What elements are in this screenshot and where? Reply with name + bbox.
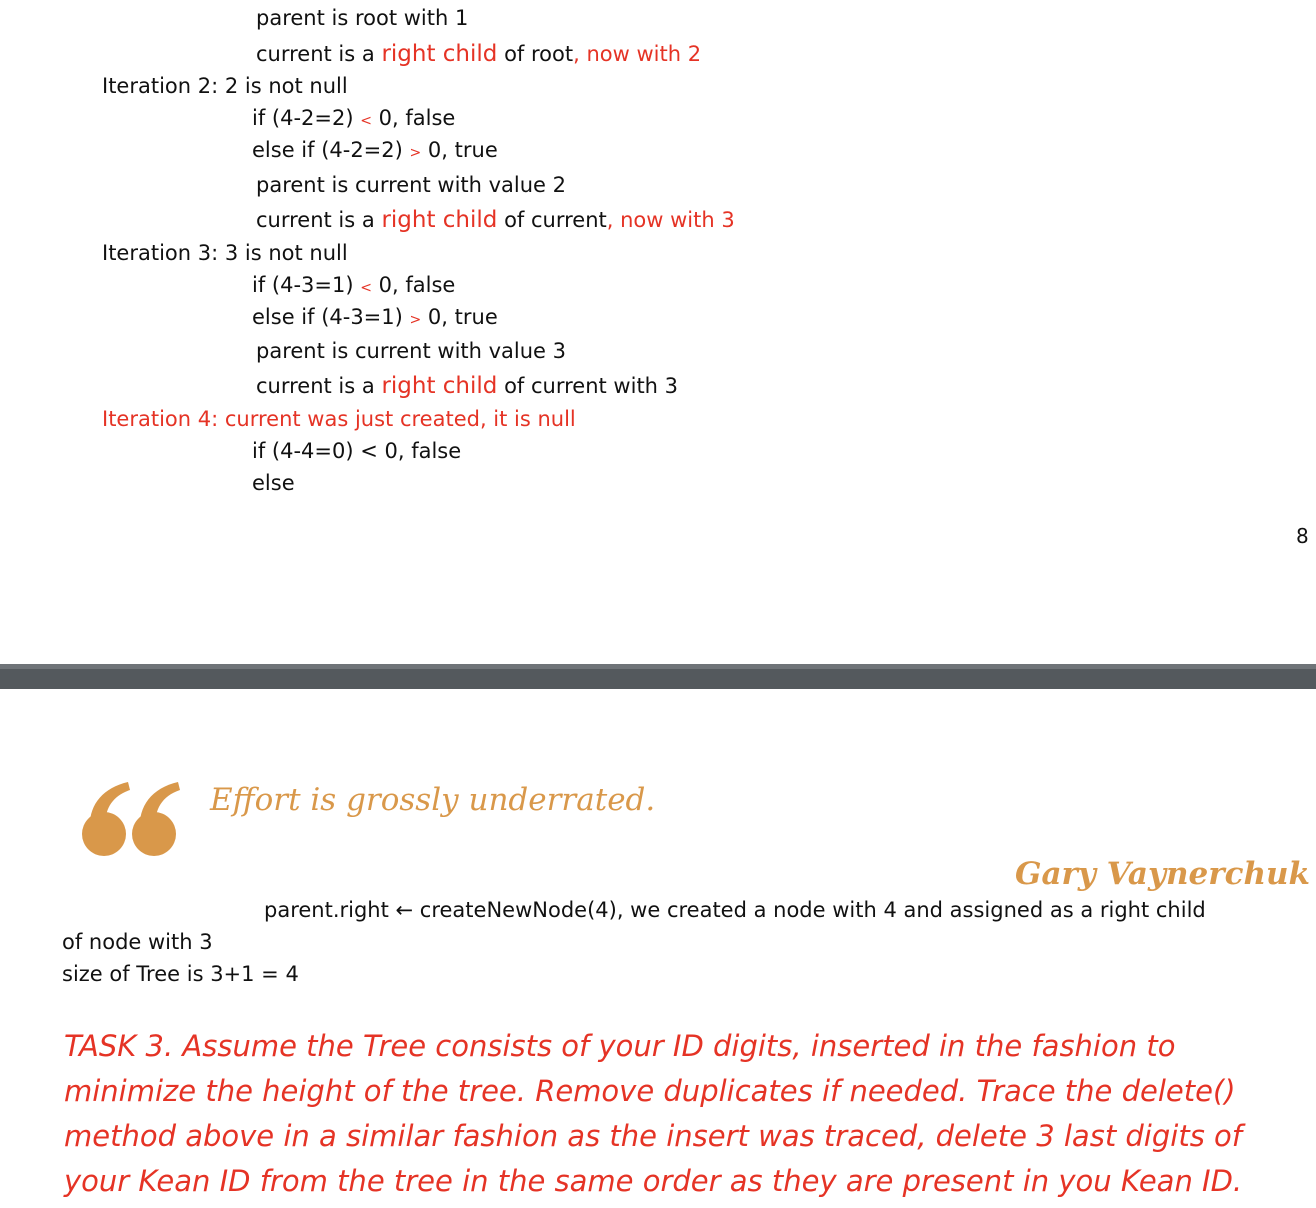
trace-line: parent is current with value 2 (256, 173, 567, 197)
trace-line: else (252, 471, 295, 495)
trace-highlight: , now with 3 (606, 208, 735, 232)
trace-text: 0, true (421, 305, 498, 329)
trace-line: parent is root with 1 (256, 6, 469, 30)
trace-text: 0, true (421, 138, 498, 162)
trace-line: if (4-4=0) < 0, false (252, 439, 462, 463)
quote-author: Gary Vaynerchuk (1014, 856, 1310, 892)
trace-text: of current (497, 208, 607, 232)
body-line: size of Tree is 3+1 = 4 (62, 962, 299, 986)
trace-text: current is a (256, 42, 382, 66)
quote-mark-icon (80, 780, 184, 864)
right-child-highlight: right child (381, 41, 498, 67)
trace-text: 0, false (371, 273, 456, 297)
trace-line (256, 41, 701, 67)
less-than-operator: < (360, 113, 372, 129)
trace-line (256, 373, 678, 399)
trace-line (252, 272, 455, 301)
right-child-highlight: right child (381, 207, 498, 233)
task-paragraph (64, 1024, 1310, 1204)
trace-text: else if (4-2=2) (252, 138, 410, 162)
trace-text: of root (497, 42, 574, 66)
quote-text: Effort is grossly underrated. (210, 782, 656, 818)
body-line: of node with 3 (62, 930, 213, 954)
iteration-heading: Iteration 2: 2 is not null (102, 74, 348, 98)
greater-than-operator: > (409, 145, 422, 161)
trace-line (252, 137, 498, 166)
trace-text: 0, false (371, 106, 456, 130)
task-line: method above in a similar fashion as the insert was traced, delete 3 last digits of (64, 1119, 1242, 1153)
trace-text: else if (4-3=1) (252, 305, 410, 329)
right-child-highlight: right child (381, 373, 498, 399)
body-line: parent.right ← createNewNode(4), we created a node with 4 and assigned as a right child (264, 898, 1206, 922)
task-line: your Kean ID from the tree in the same order as they are present in you Kean ID. (64, 1164, 1243, 1198)
task-line: TASK 3. Assume the Tree consists of your ID digits, inserted in the fashion to (64, 1029, 1176, 1063)
trace-line (252, 105, 455, 134)
page-number: 8 (1296, 524, 1309, 548)
iteration-heading: Iteration 3: 3 is not null (102, 241, 348, 265)
greater-than-operator: > (409, 312, 422, 328)
trace-text: if (4-3=1) (252, 273, 361, 297)
trace-text: if (4-2=2) (252, 106, 361, 130)
less-than-operator: < (360, 280, 372, 296)
iteration-heading: Iteration 4: current was just created, it is null (102, 407, 576, 431)
trace-text: current is a (256, 374, 382, 398)
page-divider-highlight (0, 664, 1316, 669)
trace-line (256, 207, 735, 233)
trace-line (252, 304, 498, 333)
trace-text: current is a (256, 208, 382, 232)
trace-text: of current with 3 (497, 374, 679, 398)
trace-line: parent is current with value 3 (256, 339, 567, 363)
task-line: minimize the height of the tree. Remove duplicates if needed. Trace the delete() (64, 1074, 1236, 1108)
trace-highlight: , now with 2 (573, 42, 702, 66)
